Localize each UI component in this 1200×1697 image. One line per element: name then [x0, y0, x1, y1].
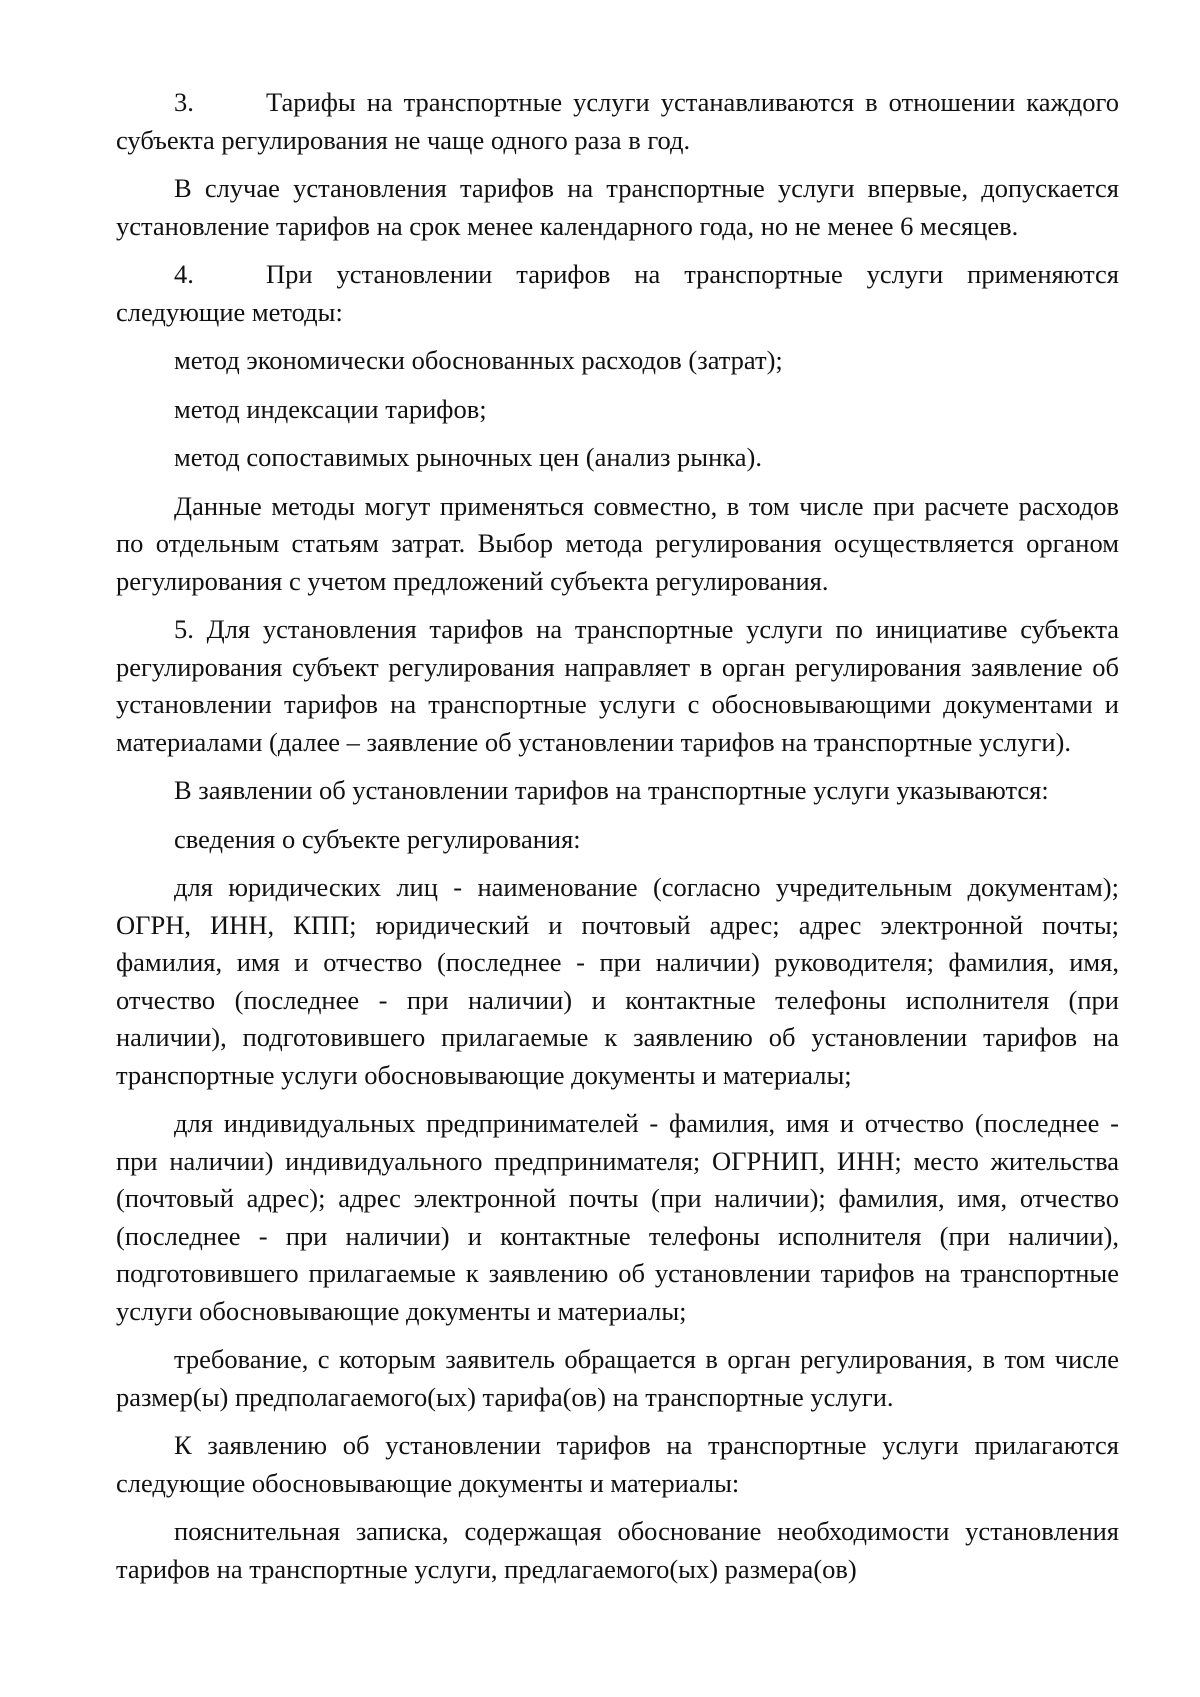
list-item-method: метод экономически обоснованных расходов (затрат);: [174, 345, 783, 375]
paragraph-5: 5. Для установления тарифов на транспортные услуги по инициативе субъекта регулирования субъект регулирования направляет в орган регулирования заявление об установлении тарифов на транспортные услуги с обосновывающими документами и материалами (далее – заявление об установлении тарифов на транспортные услуги).: [116, 614, 1119, 757]
paragraph-text: При установлении тарифов на транспортные услуги применяются следующие методы:: [116, 259, 1119, 327]
list-item-method: метод сопоставимых рыночных цен (анализ рынка).: [174, 442, 762, 472]
list-item: сведения о субъекте регулирования:: [174, 823, 581, 854]
list-item: для индивидуальных предпринимателей - фамилия, имя и отчество (последнее - при наличии) индивидуального предпринимателя; ОГРНИП, ИНН; место жительства (почтовый адрес); адрес электронной почты (при наличии); фамилия, имя, отчество (последнее - при наличии) и контактные телефоны исполнителя (при наличии), подготовившего прилагаемые к заявлению об установлении тарифов на транспортные услуги обосновывающие документы и материалы;: [116, 1108, 1119, 1326]
paragraph-text: Тарифы на транспортные услуги устанавливаются в отношении каждого субъекта регулирования не чаще одного раза в год.: [116, 87, 1119, 155]
paragraph: Данные методы могут применяться совместно, в том числе при расчете расходов по отдельным статьям затрат. Выбор метода регулирования осуществляется органом регулирования с учетом предложений субъекта регулирования.: [116, 490, 1119, 596]
paragraph-4: [116, 256, 1119, 331]
list-item: пояснительная записка, содержащая обоснование необходимости установления тарифов на транспортные услуги, предлагаемого(ых) размера(ов): [116, 1516, 1119, 1584]
paragraph-number: 3.: [174, 87, 194, 117]
list-item-method: метод индексации тарифов;: [174, 393, 487, 424]
paragraph: К заявлению об установлении тарифов на транспортные услуги прилагаются следующие обосновывающие документы и материалы:: [116, 1430, 1119, 1498]
paragraph: В случае установления тарифов на транспортные услуги впервые, допускается установление тарифов на срок менее календарного года, но не менее 6 месяцев.: [116, 173, 1119, 241]
list-item: для юридических лиц - наименование (согласно учредительным документам); ОГРН, ИНН, КПП; юридический и почтовый адрес; адрес электронной почты; фамилия, имя и отчество (последнее - при наличии) руководителя; фамилия, имя, отчество (последнее - при наличии) и контактные телефоны исполнителя (при наличии), подготовившего прилагаемые к заявлению об установлении тарифов на транспортные услуги обосновывающие документы и материалы;: [116, 872, 1119, 1090]
list-item: требование, с которым заявитель обращается в орган регулирования, в том числе размер(ы) предполагаемого(ых) тарифа(ов) на транспортные услуги.: [116, 1344, 1119, 1412]
paragraph-3: [116, 84, 1119, 159]
document-body: [116, 84, 1119, 1599]
paragraph-number: 4.: [174, 259, 194, 289]
paragraph: В заявлении об установлении тарифов на транспортные услуги указываются:: [174, 775, 1049, 805]
